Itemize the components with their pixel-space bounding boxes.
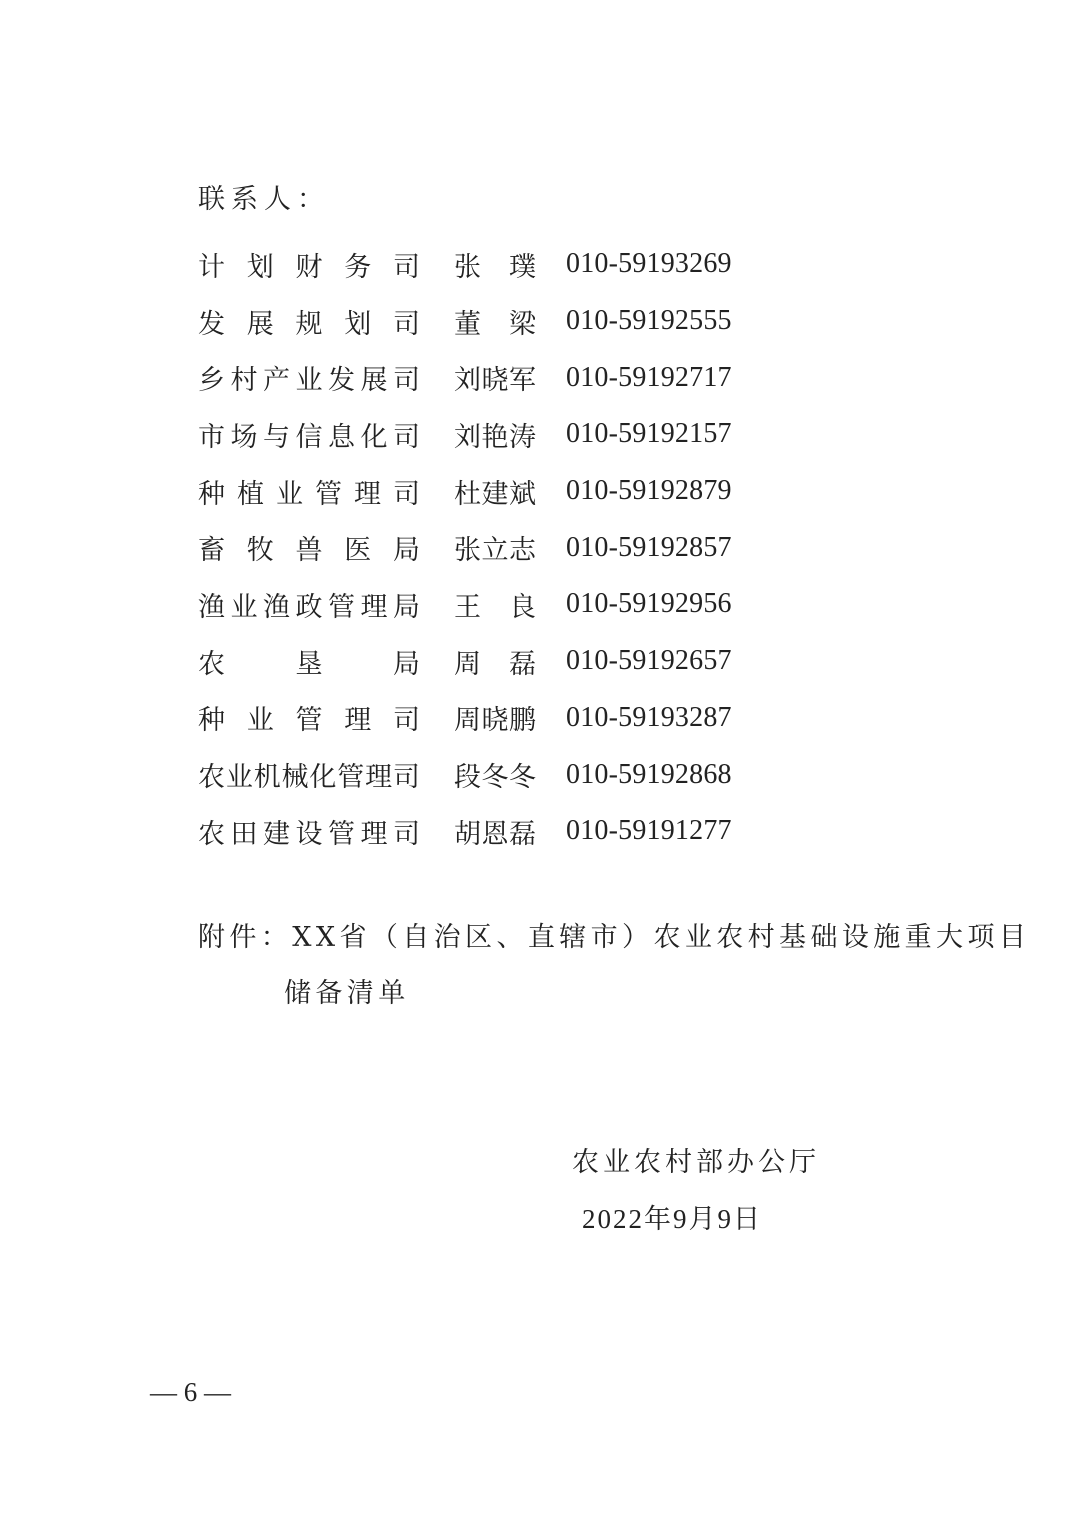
- department-name: 畜 牧 兽 医 局: [198, 535, 420, 567]
- contact-phone: 010-59192868: [566, 758, 732, 790]
- contact-person: 王 良: [454, 591, 536, 623]
- contact-person: 刘 晓 军: [454, 365, 536, 397]
- department-name: 市 场 与 信 息 化 司: [198, 421, 420, 453]
- attachment-line-1: 附件：XX省（自治区、直辖市）农业农村基础设施重大项目: [198, 922, 1031, 953]
- department-name: 农 田 建 设 管 理 司: [198, 818, 420, 850]
- contact-person: 胡 恩 磊: [454, 818, 536, 850]
- contact-phone: 010-59192717: [566, 361, 732, 393]
- contact-phone: 010-59192157: [566, 418, 732, 450]
- contact-person: 杜 建 斌: [454, 478, 536, 510]
- contact-person: 段 冬 冬: [454, 762, 536, 794]
- contact-row: [198, 463, 818, 520]
- contact-phone: 010-59192879: [566, 475, 732, 507]
- contact-person: 张 璞: [454, 251, 536, 283]
- contact-person: 刘 艳 涛: [454, 421, 536, 453]
- page-number: — 6 —: [150, 1377, 231, 1407]
- contacts-list: [198, 236, 818, 860]
- contact-phone: 010-59192555: [566, 305, 732, 337]
- contact-person: 董 梁: [454, 308, 536, 340]
- contact-person: 张 立 志: [454, 535, 536, 567]
- contact-phone: 010-59191277: [566, 815, 732, 847]
- contact-person: 周 磊: [454, 648, 536, 680]
- contact-row: [198, 576, 818, 633]
- department-name: 计 划 财 务 司: [198, 251, 420, 283]
- contact-phone: 010-59193287: [566, 701, 732, 733]
- department-name: 农 业 机 械 化 管 理 司: [198, 762, 420, 794]
- contact-row: [198, 406, 818, 463]
- contact-row: [198, 803, 818, 860]
- department-name: 农 垦 局: [198, 648, 420, 680]
- attachment-line-2: 储备清单: [284, 978, 410, 1009]
- issue-date: 2022年9月9日: [582, 1204, 762, 1234]
- contact-phone: 010-59192857: [566, 531, 732, 563]
- contact-row: [198, 236, 818, 293]
- contact-phone: 010-59192657: [566, 645, 732, 677]
- contact-phone: 010-59192956: [566, 588, 732, 620]
- department-name: 渔 业 渔 政 管 理 局: [198, 591, 420, 623]
- issuing-office: 农业农村部办公厅: [572, 1147, 820, 1178]
- department-name: 种 植 业 管 理 司: [198, 478, 420, 510]
- contact-row: [198, 293, 818, 350]
- contact-row: [198, 633, 818, 690]
- contacts-heading: 联系人：: [198, 184, 330, 215]
- contact-row: [198, 690, 818, 747]
- department-name: 种 业 管 理 司: [198, 705, 420, 737]
- contact-row: [198, 746, 818, 803]
- contact-person: 周 晓 鹏: [454, 705, 536, 737]
- contact-row: [198, 349, 818, 406]
- department-name: 乡 村 产 业 发 展 司: [198, 365, 420, 397]
- department-name: 发 展 规 划 司: [198, 308, 420, 340]
- contact-phone: 010-59193269: [566, 248, 732, 280]
- contact-row: [198, 519, 818, 576]
